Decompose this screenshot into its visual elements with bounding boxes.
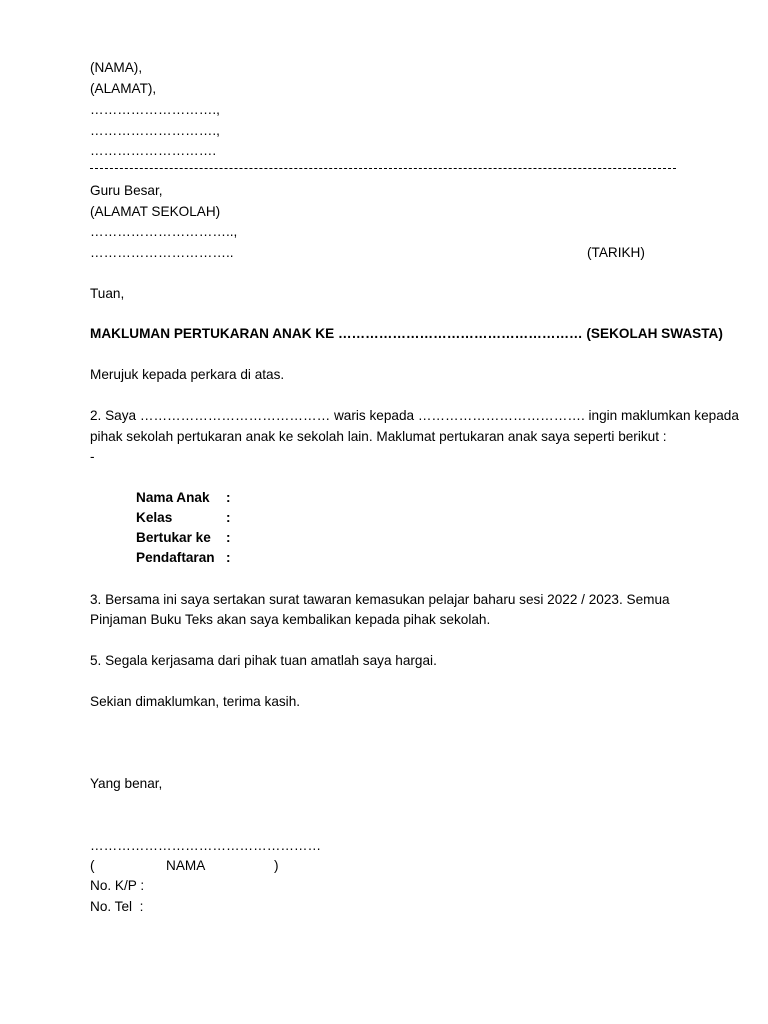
paragraph-2-line: pihak sekolah pertukaran anak ke sekolah lain. Maklumat pertukaran anak saya seperti berikut :: [90, 429, 667, 444]
subject-line: MAKLUMAN PERTUKARAN ANAK KE ……………………………………………… (SEKOLAH SWASTA): [90, 326, 723, 341]
sender-name: (NAMA),: [90, 60, 143, 75]
signoff: Yang benar,: [90, 776, 163, 791]
signature-name: NAMA: [166, 858, 206, 873]
detail-colon: :: [226, 550, 231, 565]
sender-address-line: ……………………….,: [90, 123, 220, 138]
divider-line: [90, 168, 676, 169]
detail-colon: :: [226, 490, 231, 505]
recipient-title: Guru Besar,: [90, 183, 163, 198]
sender-address-line: ……………………….: [90, 143, 217, 158]
signature-name-open: (: [90, 858, 95, 873]
closing-line: Sekian dimaklumkan, terima kasih.: [90, 694, 301, 709]
intro-paragraph: Merujuk kepada perkara di atas.: [90, 367, 285, 382]
detail-label-nama-anak: Nama Anak: [136, 490, 210, 505]
recipient-address-line: …………………………..: [90, 245, 234, 260]
paragraph-2-line: -: [90, 449, 95, 464]
signature-name-close: ): [274, 858, 279, 873]
signature-tel: No. Tel :: [90, 899, 144, 914]
sender-address-line: ……………………….,: [90, 102, 220, 117]
recipient-address: (ALAMAT SEKOLAH): [90, 204, 221, 219]
letter-date: (TARIKH): [587, 245, 645, 260]
salutation: Tuan,: [90, 286, 125, 301]
paragraph-5: 5. Segala kerjasama dari pihak tuan amatlah saya hargai.: [90, 653, 437, 668]
paragraph-2-line: 2. Saya …………………………………… waris kepada ………………………………. ingin maklumkan kepada: [90, 408, 739, 423]
detail-label-pendaftaran: Pendaftaran: [136, 550, 215, 565]
paragraph-3-line: 3. Bersama ini saya sertakan surat tawaran kemasukan pelajar baharu sesi 2022 / 2023. Semua: [90, 592, 670, 607]
detail-label-kelas: Kelas: [136, 510, 173, 525]
sender-address: (ALAMAT),: [90, 81, 157, 96]
detail-colon: :: [226, 530, 231, 545]
detail-colon: :: [226, 510, 231, 525]
recipient-address-line: …………………………..,: [90, 224, 238, 239]
detail-label-bertukar-ke: Bertukar ke: [136, 530, 211, 545]
paragraph-3-line: Pinjaman Buku Teks akan saya kembalikan kepada pihak sekolah.: [90, 612, 491, 627]
signature-kp: No. K/P :: [90, 878, 145, 893]
signature-line: ……………………………………………: [90, 838, 322, 853]
